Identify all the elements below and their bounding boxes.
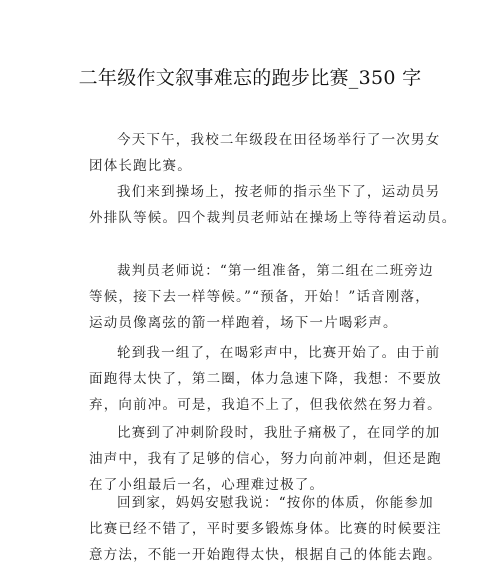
paragraph-line: 弃，向前冲。可是，我追不上了，但我依然在努力着。 bbox=[89, 397, 442, 413]
paragraph-line: 意方法，不能一开始跑得太快，根据自己的体能去跑。 bbox=[89, 547, 442, 563]
paragraph-line: 面跑得太快了，第二圈，体力急速下降，我想：不要放 bbox=[89, 371, 442, 387]
paragraph-line: 我们来到操场上，按老师的指示坐下了，运动员另 bbox=[117, 184, 441, 200]
paragraph-line: 运动员像离弦的箭一样跑着，场下一片喝彩声。 bbox=[89, 315, 398, 331]
paragraph-line: 裁判员老师说：“第一组准备，第二组在二班旁边 bbox=[117, 263, 434, 279]
paragraph-line: 在了小组最后一名，心理难过极了。 bbox=[89, 477, 325, 493]
paragraph-line: 等候，接下去一样等候。”“预备，开始！”话音刚落， bbox=[89, 289, 430, 305]
paragraph-line: 比赛已经不错了，平时要多锻炼身体。比赛的时候要注 bbox=[89, 521, 442, 537]
paragraph-2 bbox=[89, 179, 457, 231]
paragraph-line: 今天下午，我校二年级段在田径场举行了一次男女 bbox=[117, 132, 441, 148]
paragraph-1 bbox=[89, 127, 441, 179]
paragraph-line: 比赛到了冲刺阶段时，我肚子痛极了，在同学的加 bbox=[117, 425, 441, 441]
document-title: 二年级作文叙事难忘的跑步比赛_350 字 bbox=[78, 67, 422, 89]
paragraph-6 bbox=[89, 490, 442, 568]
paragraph-line: 团体长跑比赛。 bbox=[89, 158, 192, 174]
paragraph-3 bbox=[89, 258, 434, 336]
paragraph-line: 回到家，妈妈安慰我说：“按你的体质，你能参加 bbox=[117, 495, 434, 511]
paragraph-4 bbox=[89, 340, 442, 418]
paragraph-5 bbox=[89, 420, 442, 498]
paragraph-line: 油声中，我有了足够的信心，努力向前冲刺，但还是跑 bbox=[89, 451, 442, 467]
paragraph-line: 轮到我一组了，在喝彩声中，比赛开始了。由于前 bbox=[117, 345, 441, 361]
paragraph-line: 外排队等候。四个裁判员老师站在操场上等待着运动员。 bbox=[89, 210, 457, 226]
